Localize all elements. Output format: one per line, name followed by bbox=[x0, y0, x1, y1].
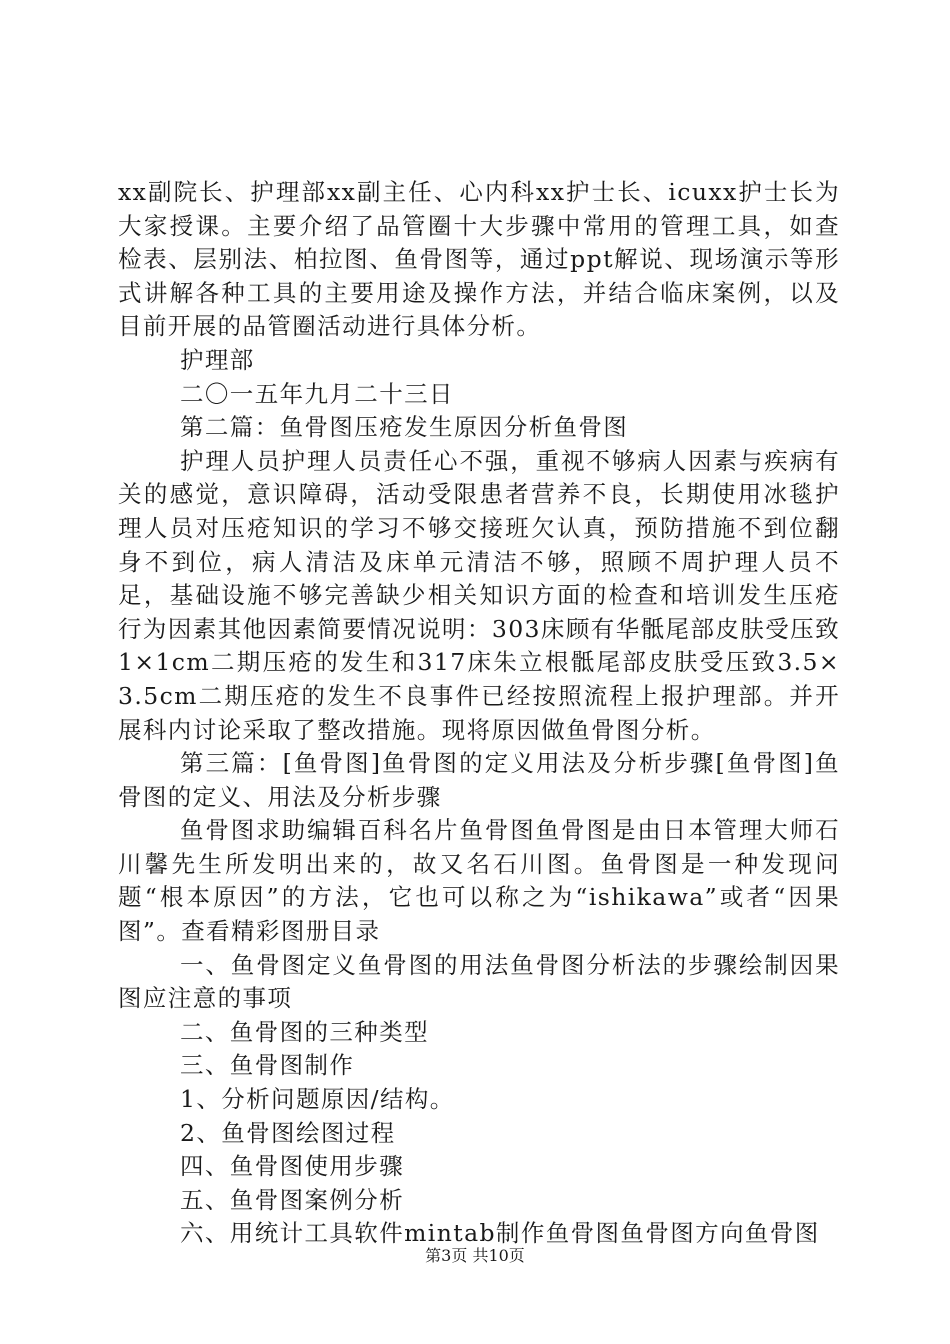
paragraph: 二〇一五年九月二十三日 bbox=[180, 379, 454, 408]
paragraph: 护理人员护理人员责任心不强，重视不够病人因素与疾病有关的感觉，意识障碍，活动受限患者营养不良，长期使用冰毯护理人员对压疮知识的学习不够交接班欠认真，预防措施不到位翻身不到位，病人清洁及床单元清洁不够，照顾不周护理人员不足，基础设施不够完善缺少相关知识方面的检查和培训发生压疮行为因素其他因素简要情况说明：303床顾有华骶尾部皮肤受压致1×1cm二期压疮的发生和317床朱立根骶尾部皮肤受压致3.5×3.5cm二期压疮的发生不良事件已经按照流程上报护理部。并开展科内讨论采取了整改措施。现将原因做鱼骨图分析。 bbox=[118, 446, 840, 744]
list-item: 四、鱼骨图使用步骤 bbox=[180, 1152, 405, 1181]
paragraph: xx副院长、护理部xx副主任、心内科xx护士长、icuxx护士长为大家授课。主要介绍了品管圈十大步骤中常用的管理工具，如查检表、层别法、柏拉图、鱼骨图等，通过ppt解说、现场演示等形式讲解各种工具的主要用途及操作方法，并结合临床案例，以及目前开展的品管圈活动进行具体分析。 bbox=[118, 178, 840, 341]
section-heading: 第二篇：鱼骨图压疮发生原因分析鱼骨图 bbox=[180, 413, 629, 442]
page-footer: 第3页 共10页 bbox=[425, 1246, 525, 1265]
list-item: 五、鱼骨图案例分析 bbox=[180, 1185, 405, 1214]
document-body bbox=[118, 176, 840, 1251]
list-item: 2、鱼骨图绘图过程 bbox=[180, 1118, 396, 1147]
list-item: 三、鱼骨图制作 bbox=[180, 1051, 355, 1080]
list-item: 1、分析问题原因/结构。 bbox=[180, 1085, 455, 1114]
list-item: 一、鱼骨图定义鱼骨图的用法鱼骨图分析法的步骤绘制因果图应注意的事项 bbox=[118, 950, 840, 1013]
paragraph: 鱼骨图求助编辑百科名片鱼骨图鱼骨图是由日本管理大师石川馨先生所发明出来的，故又名石川图。鱼骨图是一种发现问题“根本原因”的方法，它也可以称之为“ishikawa”或者“因果图”。查看精彩图册目录 bbox=[118, 816, 840, 946]
section-heading: 第三篇：[鱼骨图]鱼骨图的定义用法及分析步骤[鱼骨图]鱼骨图的定义、用法及分析步骤 bbox=[118, 749, 840, 811]
list-item: 二、鱼骨图的三种类型 bbox=[180, 1017, 429, 1046]
paragraph: 护理部 bbox=[180, 345, 255, 374]
list-item: 六、用统计工具软件mintab制作鱼骨图鱼骨图方向鱼骨图 bbox=[180, 1219, 820, 1248]
